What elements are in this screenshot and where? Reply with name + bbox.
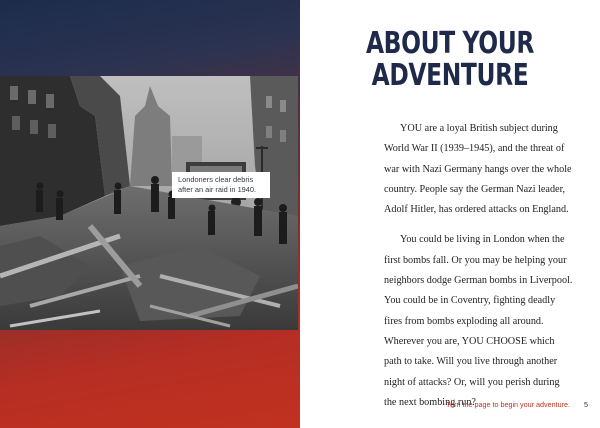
body-paragraph-1: YOU are a loyal British subject during World War II (1939–1945), and the threat of war with Nazi Germany hangs over the whole country. People say the German Nazi leader, Adolf Hitler, has ordered attacks on England. [384,123,572,216]
right-page [300,0,600,428]
turn-page-prompt: Turn the page to begin your adventure. [445,400,570,409]
chapter-title-line-1: ABOUT YOUR [365,26,535,61]
blitz-photograph [0,76,298,330]
body-text [384,119,574,413]
chapter-title-line-2: ADVENTURE [371,58,529,93]
photo-caption: Londoners clear debris after an air raid in 1940. [172,172,270,198]
body-paragraph-2: You could be living in London when the first bombs fall. Or you may be helping your neighbors dodge German bombs in Liverpool. You could be in Coventry, fighting deadly fires from bombs exploding all around. Wherever you are, YOU CHOOSE which path to take. Will you live through another night of attacks? Or, will you perish during the next bombing run? [384,234,573,408]
chapter-title [333,28,567,92]
page-number: 5 [584,400,588,409]
rubble-street-image [0,76,298,330]
